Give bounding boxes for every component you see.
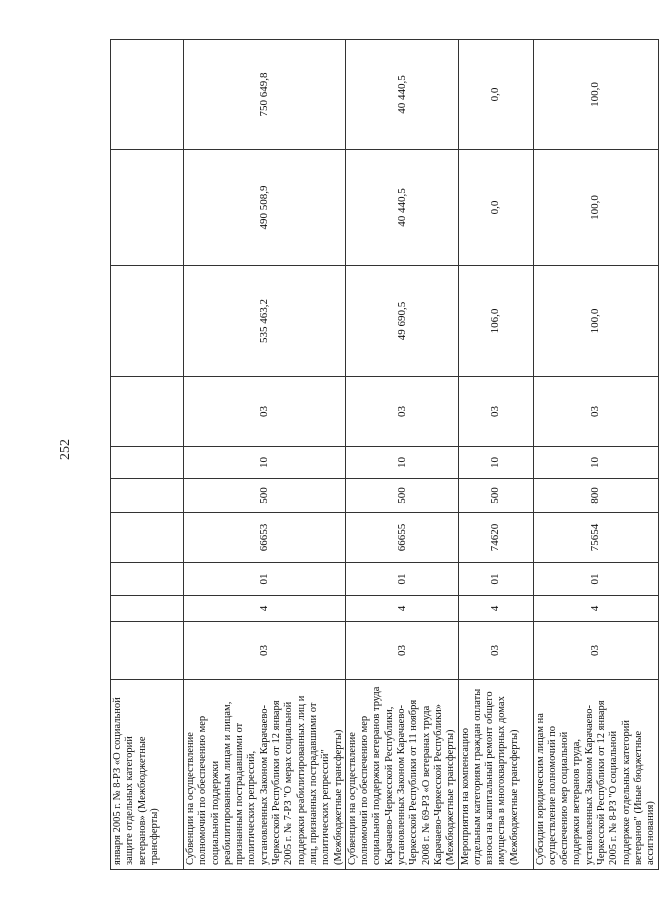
row-description bbox=[458, 680, 533, 870]
code-main-event: 01 bbox=[184, 563, 346, 596]
row-description-text: Субвенции на осуществление полномочий по обеспечению мер социальной поддержки реабилитированным лицам и лицам, признанным пострадавшими от политических репрессий, установленных Законом Карачаево-Черкесской Республики от 12 января 2005 г. № 7-РЗ "О мерах социальной поддержки реабилитированных лиц и лиц, признанных пострадавшими от политических репрессий" (Межбюджетные трансферты) bbox=[185, 695, 344, 865]
amount-year-1: 100,0 bbox=[533, 266, 658, 377]
amount-year-2: 490 508,9 bbox=[184, 150, 346, 266]
amount-year-2 bbox=[111, 150, 184, 266]
amount-year-2: 100,0 bbox=[533, 150, 658, 266]
code-direction: 66653 bbox=[184, 513, 346, 563]
code-program: 03 bbox=[345, 622, 458, 680]
page-number: 252 bbox=[58, 439, 73, 460]
code-main-event: 01 bbox=[458, 563, 533, 596]
row-description bbox=[184, 680, 346, 870]
code-expense-type bbox=[111, 479, 184, 513]
row-description-text: Субвенции на осуществление полномочий по обеспечению мер социальной поддержки ветеранов труда Карачаево-Черкесской Республики, установленных Законом Карачаево-Черкесской Республики от 11 ноября 2008 г. № 69-РЗ «О ветеранах труда Карачаево-Черкесской Республики» (Межбюджетные трансферты) bbox=[346, 686, 457, 865]
code-subprogram: 4 bbox=[184, 596, 346, 622]
code-section: 10 bbox=[184, 447, 346, 479]
code-subsection: 03 bbox=[458, 377, 533, 447]
table-row bbox=[458, 40, 533, 870]
row-description bbox=[533, 680, 658, 870]
table-row bbox=[184, 40, 346, 870]
code-expense-type: 500 bbox=[184, 479, 346, 513]
code-program bbox=[111, 622, 184, 680]
table-row bbox=[533, 40, 658, 870]
budget-table bbox=[110, 39, 659, 870]
amount-year-3: 100,0 bbox=[533, 40, 658, 150]
code-main-event: 01 bbox=[533, 563, 658, 596]
amount-year-3: 0,0 bbox=[458, 40, 533, 150]
code-subsection: 03 bbox=[533, 377, 658, 447]
code-expense-type: 800 bbox=[533, 479, 658, 513]
code-subprogram: 4 bbox=[345, 596, 458, 622]
code-program: 03 bbox=[184, 622, 346, 680]
amount-year-1 bbox=[111, 266, 184, 377]
code-section: 10 bbox=[458, 447, 533, 479]
amount-year-3: 750 649,8 bbox=[184, 40, 346, 150]
row-description bbox=[345, 680, 458, 870]
amount-year-1: 535 463,2 bbox=[184, 266, 346, 377]
code-direction: 66655 bbox=[345, 513, 458, 563]
amount-year-2: 0,0 bbox=[458, 150, 533, 266]
code-subprogram: 4 bbox=[533, 596, 658, 622]
table-row bbox=[345, 40, 458, 870]
code-subsection: 03 bbox=[345, 377, 458, 447]
table-row bbox=[111, 40, 184, 870]
code-main-event bbox=[111, 563, 184, 596]
code-subprogram bbox=[111, 596, 184, 622]
code-section: 10 bbox=[533, 447, 658, 479]
code-direction: 74620 bbox=[458, 513, 533, 563]
amount-year-1: 106,0 bbox=[458, 266, 533, 377]
code-expense-type: 500 bbox=[345, 479, 458, 513]
amount-year-2: 40 440,5 bbox=[345, 150, 458, 266]
code-main-event: 01 bbox=[345, 563, 458, 596]
code-direction bbox=[111, 513, 184, 563]
code-program: 03 bbox=[533, 622, 658, 680]
code-program: 03 bbox=[458, 622, 533, 680]
code-expense-type: 500 bbox=[458, 479, 533, 513]
amount-year-3: 40 440,5 bbox=[345, 40, 458, 150]
code-subsection: 03 bbox=[184, 377, 346, 447]
row-description-text: января 2005 г. № 8-РЗ «О социальной защите отдельных категорий ветеранов» (Межбюджетные трансферты) bbox=[112, 697, 160, 865]
code-direction: 75654 bbox=[533, 513, 658, 563]
code-section: 10 bbox=[345, 447, 458, 479]
row-description-text: Мероприятия на компенсацию отдельным категориям граждан оплаты взноса на капитальный ремонт общего имущества в многоквартирных домах (Межбюджетные трансферты) bbox=[459, 688, 520, 865]
row-description-text: Субсидии юридическим лицам на осуществление полномочий по обеспечению мер социальной поддержки ветеранов труда, установленных Законом Карачаево-Черкесской Республики от 12 января 2005 г. № 8-РЗ "О социальной поддержке отдельных категорий ветеранов" (Иные бюджетные ассигнования) bbox=[534, 700, 657, 865]
amount-year-1: 49 690,5 bbox=[345, 266, 458, 377]
code-subsection bbox=[111, 377, 184, 447]
amount-year-3 bbox=[111, 40, 184, 150]
rotated-table-wrapper bbox=[110, 40, 657, 870]
code-section bbox=[111, 447, 184, 479]
code-subprogram: 4 bbox=[458, 596, 533, 622]
row-description bbox=[111, 680, 184, 870]
